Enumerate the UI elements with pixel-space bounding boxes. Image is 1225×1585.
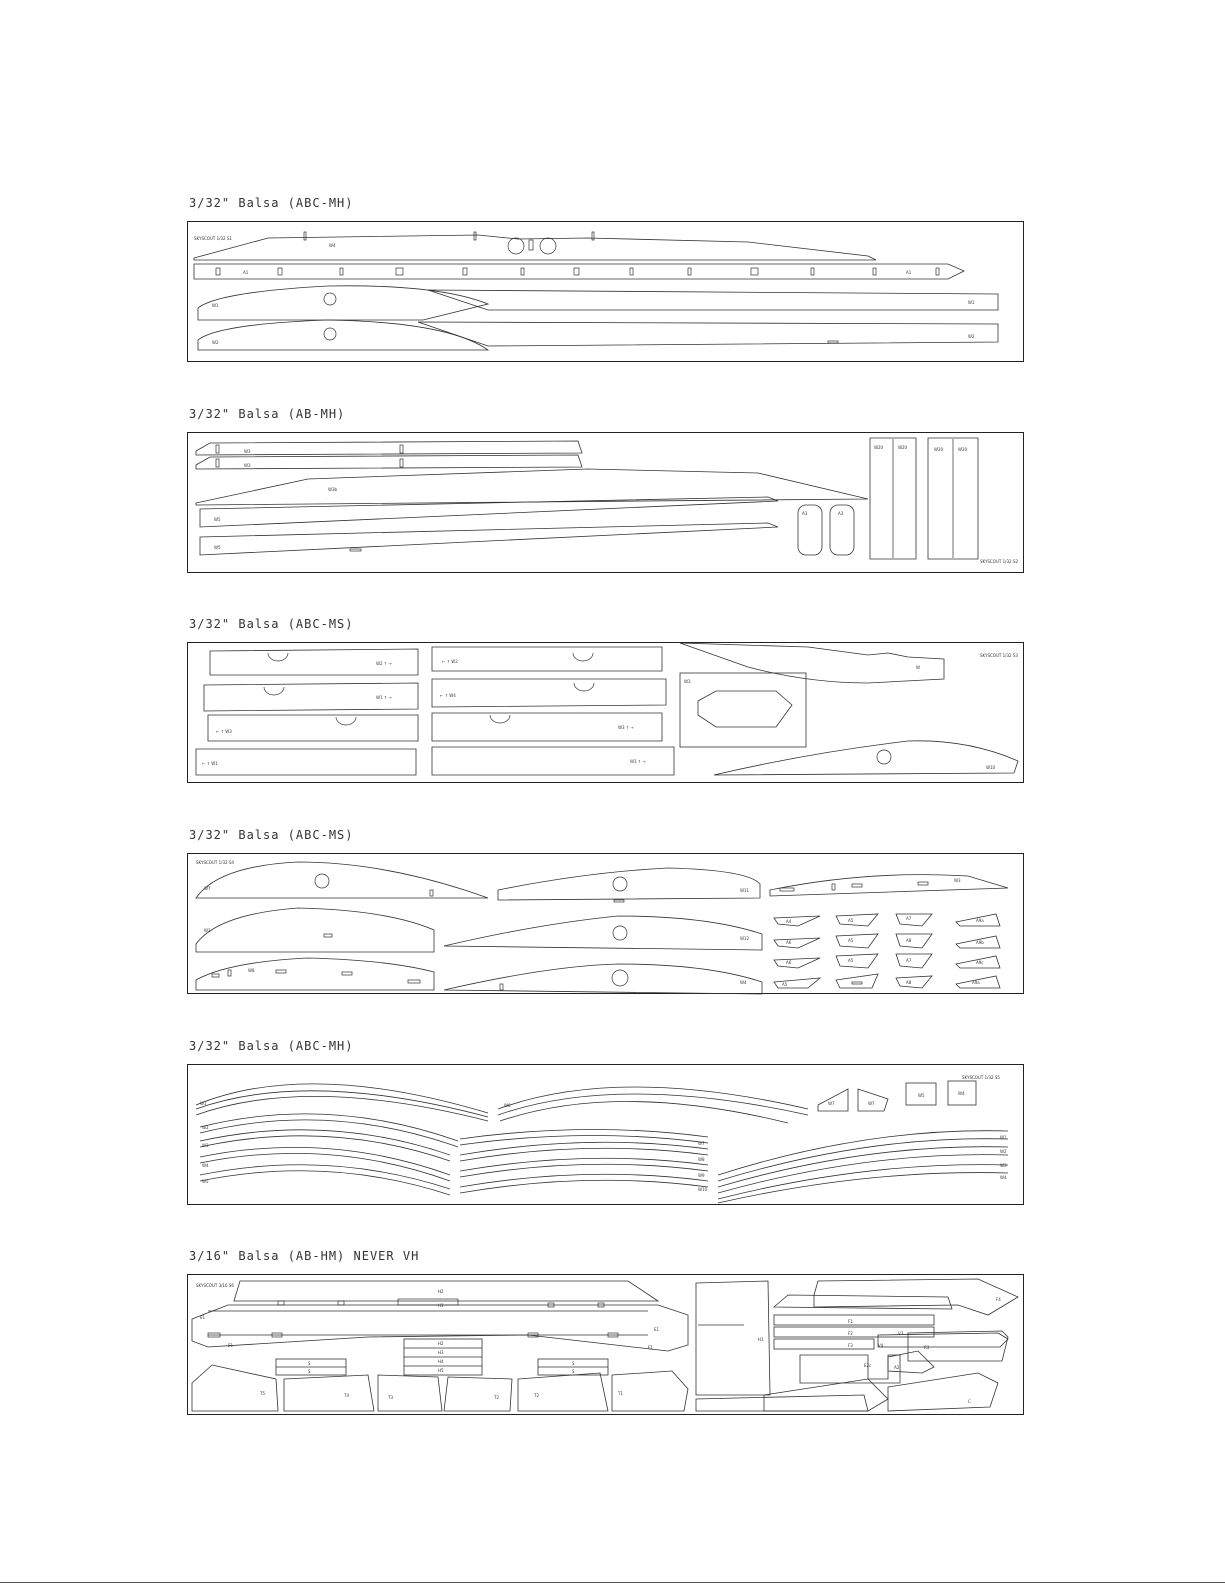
svg-text:H1: H1 [758, 1337, 764, 1342]
parts-layout [188, 433, 1025, 574]
parts-sheet [187, 642, 1024, 783]
svg-text:S: S [572, 1369, 575, 1374]
svg-text:A9a: A9a [976, 918, 984, 923]
svg-text:SKYSCOUT 1/32 S4: SKYSCOUT 1/32 S4 [196, 860, 234, 865]
svg-text:V3: V3 [898, 1331, 904, 1336]
svg-text:T5: T5 [260, 1391, 265, 1396]
svg-text:A1: A1 [243, 270, 249, 275]
svg-text:S: S [308, 1369, 311, 1374]
svg-text:H3: H3 [438, 1350, 444, 1355]
svg-text:W8: W8 [698, 1157, 705, 1162]
svg-text:A2: A2 [894, 1365, 900, 1370]
svg-text:W4: W4 [202, 1163, 209, 1168]
svg-text:W1: W1 [1000, 1135, 1007, 1140]
svg-text:H4: H4 [438, 1359, 444, 1364]
parts-layout [188, 854, 1025, 995]
svg-text:A1: A1 [906, 270, 912, 275]
svg-text:W3: W3 [202, 1143, 209, 1148]
parts-sheet [187, 853, 1024, 994]
rib-grid [774, 914, 1000, 988]
svg-text:W8: W8 [248, 968, 255, 973]
svg-text:W2: W2 [204, 928, 211, 933]
svg-text:W7: W7 [204, 886, 211, 891]
svg-text:V4: V4 [878, 1343, 884, 1348]
svg-text:W2: W2 [212, 340, 219, 345]
svg-text:S: S [308, 1361, 311, 1366]
svg-text:W3b: W3b [328, 487, 338, 492]
sheet-title: 3/32" Balsa (ABC-MH) [189, 1039, 354, 1053]
svg-text:← ↑ W3: ← ↑ W3 [216, 729, 232, 734]
page-bottom-rule [0, 1582, 1225, 1583]
svg-text:W1: W1 [968, 300, 975, 305]
svg-text:W2 ↑ →: W2 ↑ → [376, 661, 392, 666]
svg-text:A7: A7 [906, 958, 912, 963]
svg-text:W: W [916, 665, 920, 670]
svg-text:W4: W4 [1000, 1175, 1007, 1180]
svg-text:A6: A6 [786, 940, 792, 945]
svg-text:W1: W1 [200, 1101, 207, 1106]
svg-text:A7: A7 [906, 916, 912, 921]
parts-layout [188, 1275, 1025, 1416]
parts-sheet [187, 1274, 1024, 1415]
svg-text:← ↑ W4: ← ↑ W4 [440, 693, 456, 698]
svg-text:A3: A3 [802, 511, 808, 516]
svg-text:A9b: A9b [976, 940, 984, 945]
svg-text:W6: W6 [504, 1103, 511, 1108]
svg-text:E1: E1 [648, 1345, 654, 1350]
svg-text:W20: W20 [958, 447, 968, 452]
svg-text:W5: W5 [202, 1179, 209, 1184]
parts-layout [188, 222, 1025, 363]
parts-layout [188, 643, 1025, 784]
svg-text:W4: W4 [740, 980, 747, 985]
svg-text:R3: R3 [924, 1345, 930, 1350]
svg-text:A3: A3 [838, 511, 844, 516]
svg-text:W5: W5 [214, 517, 221, 522]
svg-text:W3: W3 [244, 449, 251, 454]
parts-sheet [187, 432, 1024, 573]
svg-text:E1: E1 [228, 1343, 234, 1348]
svg-text:W3: W3 [244, 463, 251, 468]
svg-text:W2: W2 [968, 334, 975, 339]
svg-text:SKYSCOUT 1/32 S1: SKYSCOUT 1/32 S1 [194, 236, 232, 241]
svg-text:W11: W11 [740, 888, 750, 893]
sheet-title: 3/32" Balsa (ABC-MS) [189, 617, 354, 631]
sheet-title: 3/16" Balsa (AB-HM) NEVER VH [189, 1249, 420, 1263]
svg-text:W10: W10 [698, 1187, 708, 1192]
svg-text:T4: T4 [344, 1393, 349, 1398]
svg-text:F1: F1 [848, 1319, 853, 1324]
svg-text:W9: W9 [698, 1173, 705, 1178]
svg-text:W4: W4 [958, 1091, 965, 1096]
svg-text:T2: T2 [494, 1395, 499, 1400]
svg-text:E1: E1 [200, 1315, 206, 1320]
svg-text:A8: A8 [906, 980, 912, 985]
svg-text:W5: W5 [918, 1093, 925, 1098]
svg-text:F3: F3 [848, 1343, 853, 1348]
svg-text:W4: W4 [329, 243, 336, 248]
svg-text:W7: W7 [698, 1141, 705, 1146]
svg-text:A5: A5 [848, 938, 854, 943]
svg-text:H2: H2 [438, 1289, 444, 1294]
svg-text:W10: W10 [986, 765, 996, 770]
sheet-title: 3/32" Balsa (ABC-MS) [189, 828, 354, 842]
parts-layout [188, 1065, 1025, 1206]
svg-text:A5: A5 [782, 982, 788, 987]
svg-text:A4: A4 [786, 919, 792, 924]
svg-text:E2c: E2c [864, 1363, 872, 1368]
svg-text:W12: W12 [740, 936, 750, 941]
svg-text:W5: W5 [214, 545, 221, 550]
svg-text:S: S [572, 1361, 575, 1366]
svg-text:H1: H1 [438, 1303, 444, 1308]
svg-text:T2: T2 [534, 1393, 539, 1398]
svg-text:W1: W1 [212, 303, 219, 308]
svg-text:← ↑ W1: ← ↑ W1 [202, 761, 218, 766]
svg-text:SKYSCOUT 1/32 S2: SKYSCOUT 1/32 S2 [980, 559, 1018, 564]
svg-text:SKYSCOUT 1/32 S3: SKYSCOUT 1/32 S3 [980, 653, 1018, 658]
svg-text:W3: W3 [1000, 1163, 1007, 1168]
svg-text:H5: H5 [438, 1368, 444, 1373]
svg-text:A9c: A9c [976, 960, 984, 965]
svg-text:T3: T3 [388, 1395, 393, 1400]
svg-text:E1: E1 [654, 1327, 660, 1332]
svg-text:C: C [968, 1399, 971, 1404]
svg-text:A9a: A9a [972, 980, 980, 985]
svg-text:A6: A6 [786, 960, 792, 965]
svg-text:SKYSCOUT 3/16 S6: SKYSCOUT 3/16 S6 [196, 1283, 234, 1288]
svg-text:W20: W20 [934, 447, 944, 452]
parts-sheet [187, 221, 1024, 362]
svg-text:W20: W20 [898, 445, 908, 450]
svg-text:SKYSCOUT 1/32 S5: SKYSCOUT 1/32 S5 [962, 1075, 1000, 1080]
svg-text:F4: F4 [996, 1297, 1001, 1302]
svg-text:T1: T1 [618, 1391, 623, 1396]
svg-text:W1 ↑ →: W1 ↑ → [376, 695, 392, 700]
svg-text:W3: W3 [954, 878, 961, 883]
svg-text:W7: W7 [828, 1101, 835, 1106]
svg-text:H2: H2 [438, 1341, 444, 1346]
svg-text:A5: A5 [848, 918, 854, 923]
svg-text:W2: W2 [1000, 1149, 1007, 1154]
svg-text:A5: A5 [848, 958, 854, 963]
sheet-title: 3/32" Balsa (ABC-MH) [189, 196, 354, 210]
svg-text:W20: W20 [874, 445, 884, 450]
svg-text:F2: F2 [848, 1331, 853, 1336]
svg-text:A8: A8 [906, 938, 912, 943]
svg-text:W3 ↑ →: W3 ↑ → [630, 759, 646, 764]
svg-text:W3 ↑ →: W3 ↑ → [618, 725, 634, 730]
sheet-title: 3/32" Balsa (AB-MH) [189, 407, 346, 421]
svg-text:W7: W7 [868, 1101, 875, 1106]
svg-text:← ↑ W2: ← ↑ W2 [442, 659, 458, 664]
svg-text:W2: W2 [202, 1125, 209, 1130]
parts-sheet [187, 1064, 1024, 1205]
svg-text:W3: W3 [684, 679, 691, 684]
